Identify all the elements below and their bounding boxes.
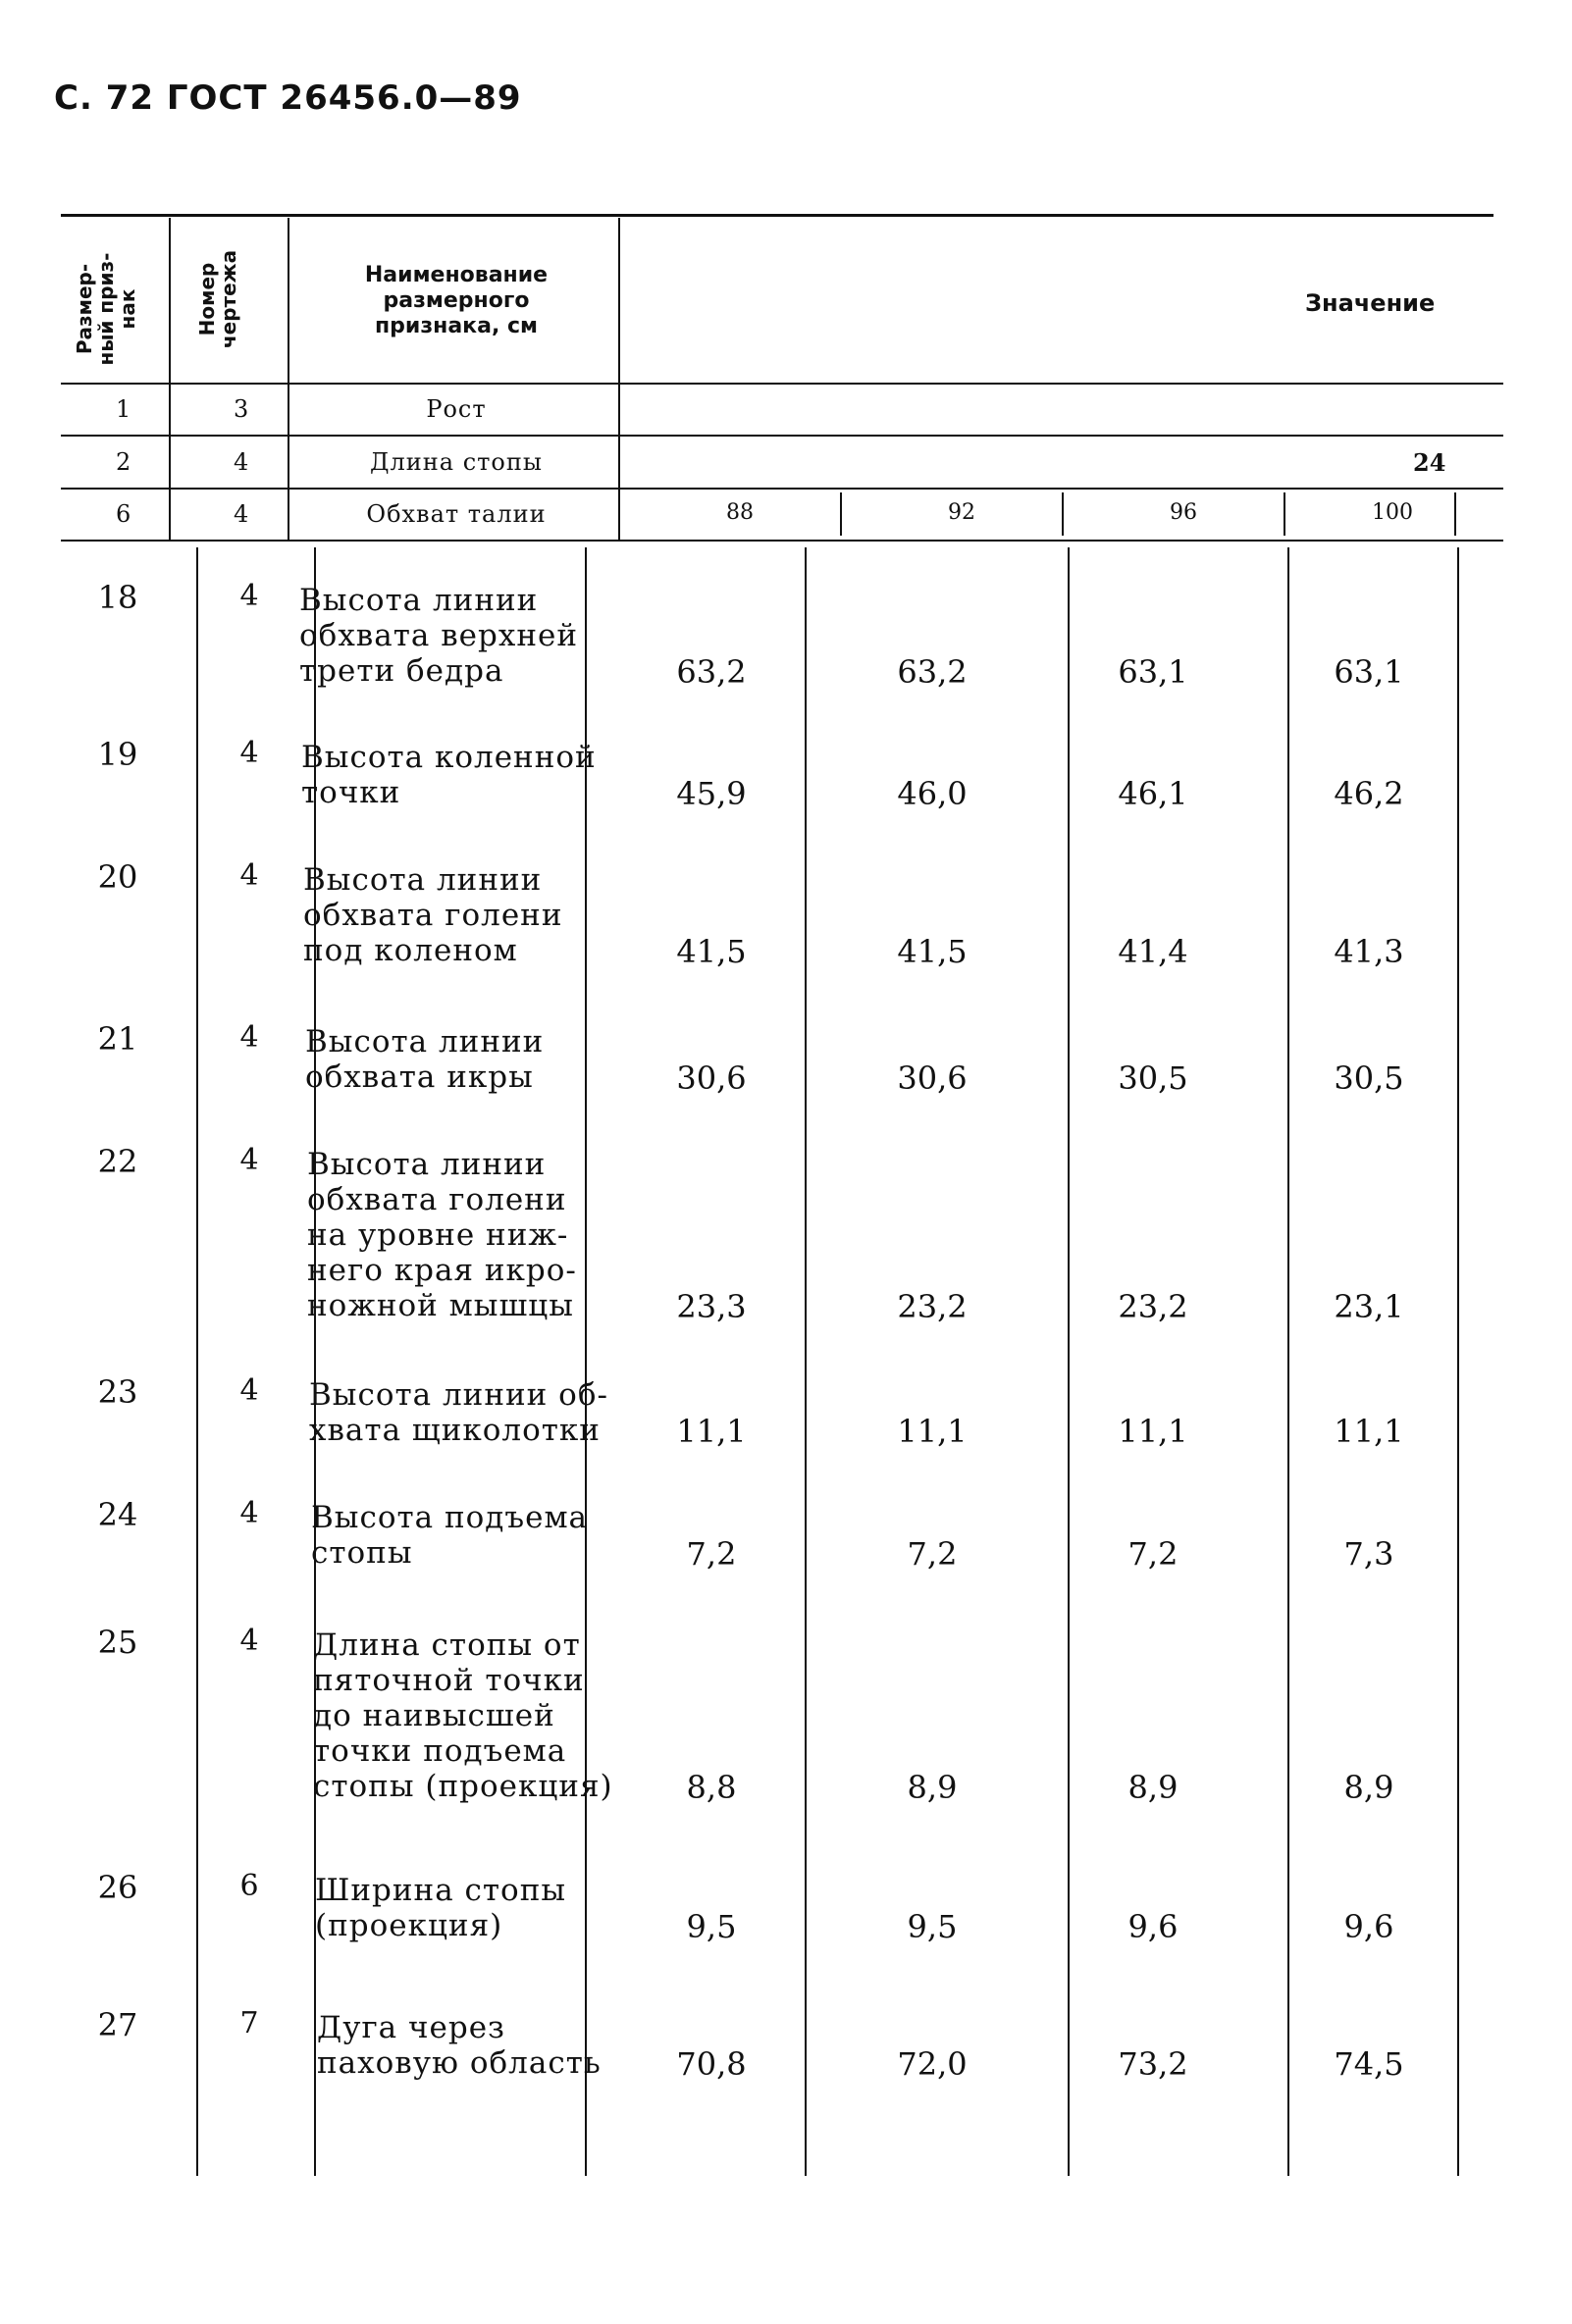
table-row-value: 7,2 xyxy=(1127,1535,1179,1573)
table-row-value: 30,6 xyxy=(676,1059,747,1097)
table-row-value: 11,1 xyxy=(1118,1413,1188,1450)
param-row-num: 6 xyxy=(116,500,131,528)
page-title: С. 72 ГОСТ 26456.0—89 xyxy=(54,78,522,118)
param-row-value: 100 xyxy=(1372,500,1413,525)
rule xyxy=(169,218,171,542)
rule xyxy=(805,547,807,2176)
table-row-value: 11,1 xyxy=(1334,1413,1404,1450)
rule xyxy=(1454,492,1456,536)
rule xyxy=(61,488,1503,490)
param-row-fig: 4 xyxy=(234,500,249,528)
table-row-value: 46,0 xyxy=(897,775,968,812)
table-row-value: 70,8 xyxy=(676,2045,747,2083)
param-row-value: 24 xyxy=(1413,448,1446,477)
param-row-value: 96 xyxy=(1170,500,1197,525)
table-row-fig: 4 xyxy=(239,579,259,613)
table-row-value: 30,5 xyxy=(1334,1059,1404,1097)
table-row-name: Высота коленной точки xyxy=(301,740,597,810)
table-row-value: 30,6 xyxy=(897,1059,968,1097)
table-row-value: 9,6 xyxy=(1343,1908,1394,1945)
rule xyxy=(618,218,620,542)
rule xyxy=(61,540,1503,542)
table-row-num: 23 xyxy=(97,1373,138,1411)
table-row-value: 63,2 xyxy=(676,653,747,691)
table-row-num: 22 xyxy=(97,1143,138,1180)
table-row-num: 18 xyxy=(97,579,138,616)
table-row-value: 11,1 xyxy=(676,1413,747,1450)
table-row-num: 20 xyxy=(97,858,138,896)
table-row-name: Высота линии обхвата верхней трети бедра xyxy=(299,583,579,689)
rule xyxy=(61,214,1493,217)
table-row-fig: 4 xyxy=(239,858,259,893)
table-row-name: Высота линии обхвата голени под коленом xyxy=(303,862,563,968)
rule xyxy=(1062,492,1064,536)
header-feature-name: Наименование размерного признака, см xyxy=(364,263,549,338)
table-row-name: Высота линии обхвата икры xyxy=(305,1024,545,1095)
table-row-value: 45,9 xyxy=(676,775,747,812)
table-row-value: 8,9 xyxy=(1343,1769,1394,1806)
table-row-num: 21 xyxy=(97,1020,138,1058)
param-row-value: 92 xyxy=(948,500,975,525)
table-row-name: Высота линии обхвата голени на уровне ниж- него края икро- ножной мышцы xyxy=(307,1147,577,1323)
param-row-value: 88 xyxy=(726,500,754,525)
header-feature-no: Размер- ный приз- нак xyxy=(73,252,139,366)
table-row-num: 27 xyxy=(97,2006,138,2043)
rule xyxy=(61,435,1503,437)
table-row-fig: 4 xyxy=(239,1624,259,1658)
header-drawing-no: Номер чертежа xyxy=(195,249,240,349)
table-row-value: 9,5 xyxy=(686,1908,737,1945)
table-row-value: 41,5 xyxy=(676,933,747,970)
table-row-value: 11,1 xyxy=(897,1413,968,1450)
param-row-num: 2 xyxy=(116,448,131,476)
table-row-fig: 4 xyxy=(239,1143,259,1177)
param-row-num: 1 xyxy=(116,395,131,423)
param-row-fig: 4 xyxy=(234,448,249,476)
table-row-num: 25 xyxy=(97,1624,138,1661)
rule xyxy=(196,547,198,2176)
table-row-value: 23,1 xyxy=(1334,1288,1404,1325)
table-row-value: 63,1 xyxy=(1118,653,1188,691)
table-row-value: 41,5 xyxy=(897,933,968,970)
table-row-fig: 4 xyxy=(239,736,259,770)
table-row-value: 74,5 xyxy=(1334,2045,1404,2083)
table-row-num: 24 xyxy=(97,1496,138,1533)
table-row-value: 9,5 xyxy=(907,1908,958,1945)
rule xyxy=(288,218,289,542)
table-row-value: 30,5 xyxy=(1118,1059,1188,1097)
rule xyxy=(1068,547,1070,2176)
table-row-value: 46,1 xyxy=(1118,775,1188,812)
table-row-name: Дуга через паховую область xyxy=(317,2010,602,2081)
table-row-value: 8,9 xyxy=(1127,1769,1179,1806)
table-row-value: 73,2 xyxy=(1118,2045,1188,2083)
table-row-value: 23,3 xyxy=(676,1288,747,1325)
table-row-value: 8,9 xyxy=(907,1769,958,1806)
table-row-value: 72,0 xyxy=(897,2045,968,2083)
rule xyxy=(840,492,842,536)
param-row-name: Обхват талии xyxy=(366,500,547,528)
param-row-name: Длина стопы xyxy=(370,448,543,476)
table-row-value: 7,3 xyxy=(1343,1535,1394,1573)
table-row-fig: 7 xyxy=(239,2006,259,2040)
rule xyxy=(1457,547,1459,2176)
table-row-value: 63,2 xyxy=(897,653,968,691)
table-row-value: 41,4 xyxy=(1118,933,1188,970)
table-row-name: Длина стопы от пяточной точки до наивысшей точки подъема стопы (проекция) xyxy=(313,1627,613,1804)
header-value: Значение xyxy=(1305,289,1436,317)
rule xyxy=(1287,547,1289,2176)
table-row-value: 8,8 xyxy=(686,1769,737,1806)
table-row-fig: 4 xyxy=(239,1020,259,1055)
table-row-num: 19 xyxy=(97,736,138,773)
table-row-fig: 6 xyxy=(239,1869,259,1903)
table-row-value: 7,2 xyxy=(907,1535,958,1573)
table-row-name: Ширина стопы (проекция) xyxy=(315,1873,567,1943)
table-row-value: 63,1 xyxy=(1334,653,1404,691)
table-row-value: 7,2 xyxy=(686,1535,737,1573)
table-row-value: 23,2 xyxy=(897,1288,968,1325)
param-row-name: Рост xyxy=(426,395,487,423)
table-row-value: 9,6 xyxy=(1127,1908,1179,1945)
table-row-fig: 4 xyxy=(239,1373,259,1408)
rule xyxy=(1284,492,1285,536)
table-row-value: 46,2 xyxy=(1334,775,1404,812)
param-row-fig: 3 xyxy=(234,395,249,423)
table-row-name: Высота подъема стопы xyxy=(311,1500,589,1571)
table-row-value: 23,2 xyxy=(1118,1288,1188,1325)
table-row-fig: 4 xyxy=(239,1496,259,1530)
table-row-name: Высота линии об- хвата щиколотки xyxy=(309,1377,608,1448)
rule xyxy=(61,383,1503,385)
table-row-num: 26 xyxy=(97,1869,138,1906)
table-row-value: 41,3 xyxy=(1334,933,1404,970)
